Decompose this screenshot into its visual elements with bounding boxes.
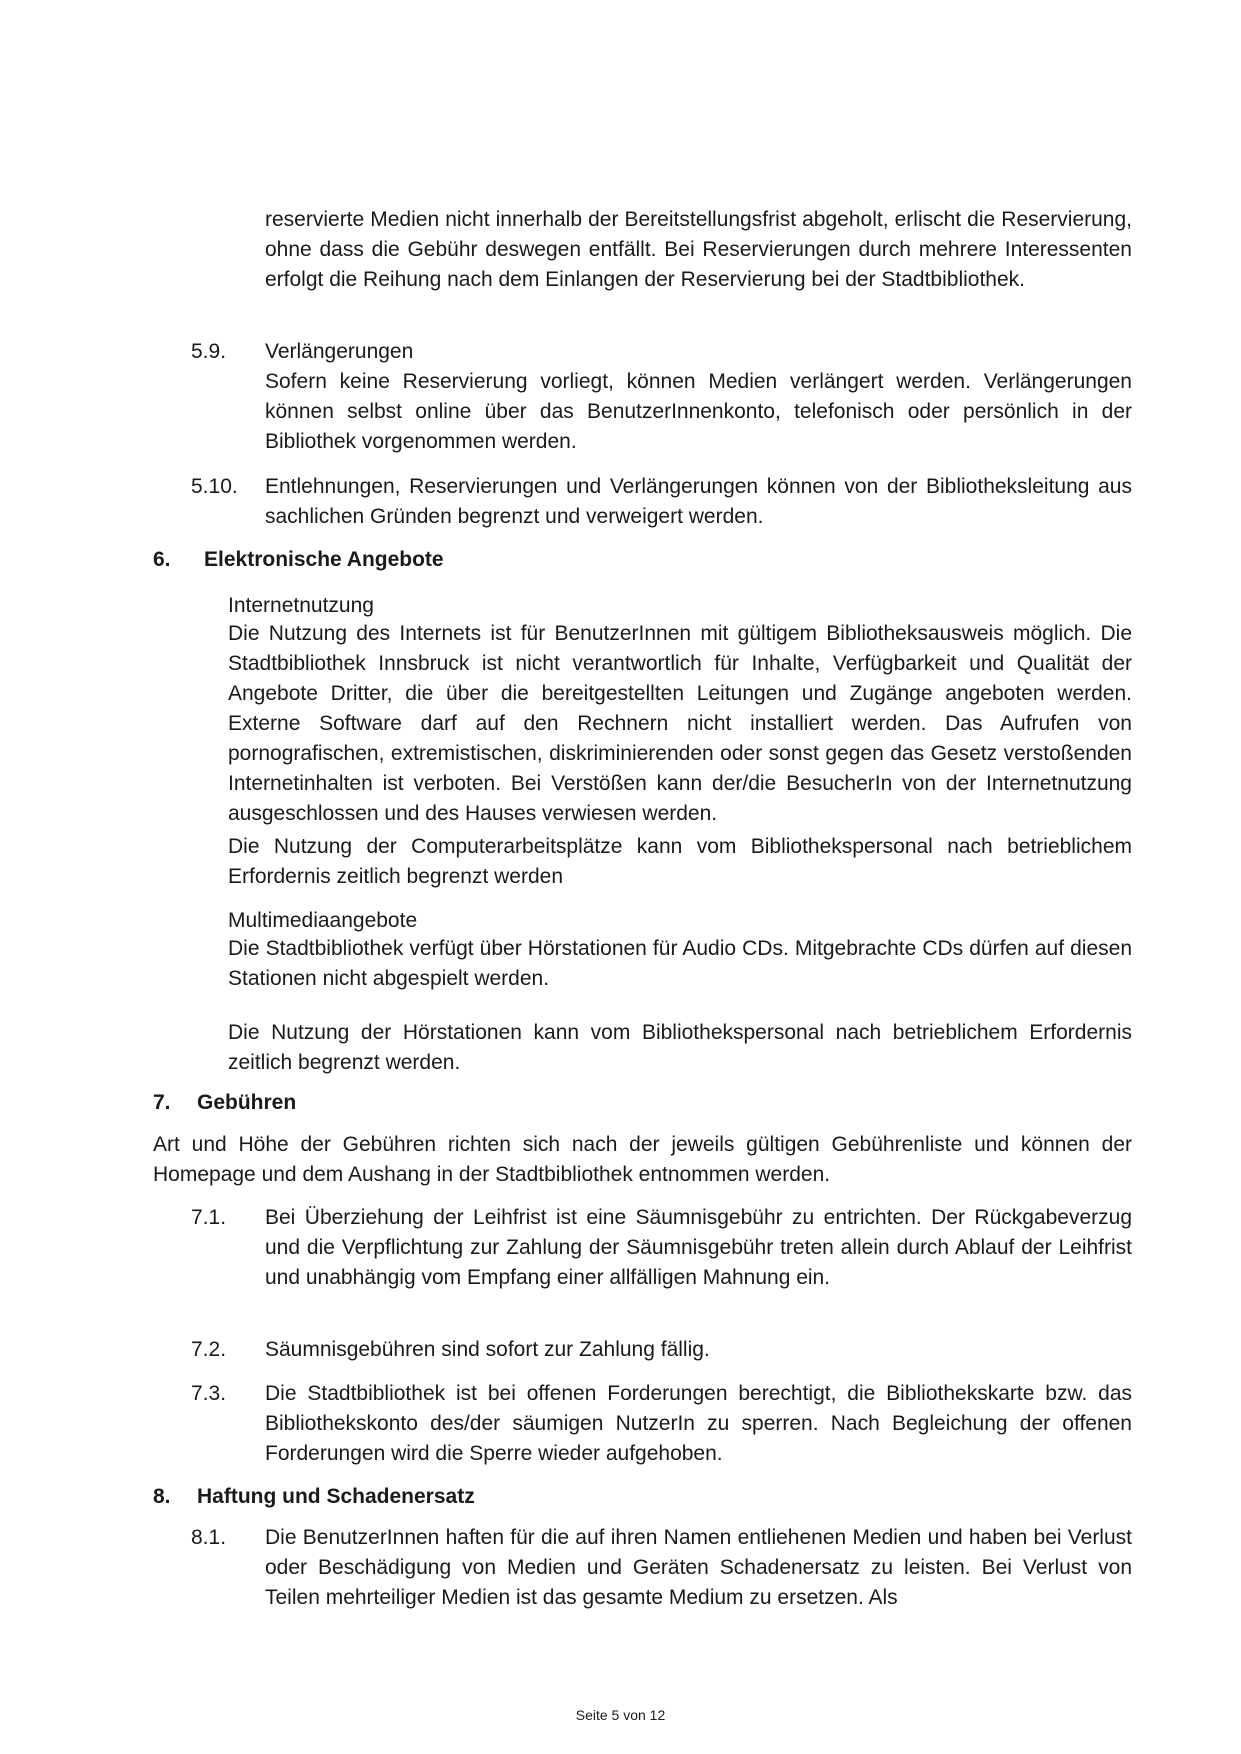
- multimedia-title: Multimediaangebote: [228, 909, 418, 932]
- section-8-title: Haftung und Schadenersatz: [197, 1485, 475, 1508]
- section-5-9-text: Sofern keine Reservierung vorliegt, können Medien verlängert werden. Verlängerungen können selbst online über das BenutzerInnenkonto, telefonisch oder persönlich in der Bibliothek vorgenommen werden.: [265, 370, 1132, 453]
- section-7-title: Gebühren: [197, 1091, 297, 1114]
- internet-text: Die Nutzung des Internets ist für BenutzerInnen mit gültigem Bibliotheksausweis möglich. Die Stadtbibliothek Innsbruck ist nicht verantwortlich für Inhalte, Verfügbarkeit und Qualität der Angebote Dritter, die über die bereitgestellten Leitungen und Zugänge angeboten werden. Externe Software darf auf den Rechnern nicht installiert werden. Das Aufrufen von pornografischen, extremistischen, diskriminierenden oder sonst gegen das Gesetz verstoßenden Internetinhalten ist verboten. Bei Verstößen kann der/die BesucherIn von der Internetnutzung ausgeschlossen und des Hauses verwiesen werden.: [228, 622, 1132, 825]
- intro-paragraph: reservierte Medien nicht innerhalb der Bereitstellungsfrist abgeholt, erlischt die Reservierung, ohne dass die Gebühr deswegen entfällt. Bei Reservierungen durch mehrere Interessenten erfolgt die Reihung nach dem Einlangen der Reservierung bei der Stadtbibliothek.: [265, 208, 1132, 291]
- section-5-10-number: 5.10.: [191, 475, 238, 498]
- internet-title: Internetnutzung: [228, 594, 374, 617]
- section-8-number: 8.: [153, 1485, 171, 1508]
- multimedia-text: Die Stadtbibliothek verfügt über Hörstationen für Audio CDs. Mitgebrachte CDs dürfen auf diesen Stationen nicht abgespielt werden.: [228, 937, 1132, 990]
- section-7-1-text: Bei Überziehung der Leihfrist ist eine Säumnisgebühr zu entrichten. Der Rückgabeverzug und die Verpflichtung zur Zahlung der Säumnisgebühr treten allein durch Ablauf der Leihfrist und unabhängig vom Empfang einer allfälligen Mahnung ein.: [265, 1206, 1132, 1289]
- section-7-2-text: Säumnisgebühren sind sofort zur Zahlung fällig.: [265, 1338, 710, 1361]
- section-7-number: 7.: [153, 1091, 171, 1114]
- section-7-3-number: 7.3.: [191, 1382, 227, 1405]
- hoerstation-text: Die Nutzung der Hörstationen kann vom Bibliothekspersonal nach betrieblichem Erfordernis zeitlich begrenzt werden.: [228, 1021, 1132, 1074]
- page-footer: Seite 5 von 12: [575, 1707, 666, 1723]
- section-5-9-number: 5.9.: [191, 340, 227, 363]
- section-5-10-text: Entlehnungen, Reservierungen und Verlängerungen können von der Bibliotheksleitung aus sachlichen Gründen begrenzt und verweigert werden.: [265, 475, 1132, 528]
- section-7-text: Art und Höhe der Gebühren richten sich nach der jeweils gültigen Gebührenliste und können der Homepage und dem Aushang in der Stadtbibliothek entnommen werden.: [153, 1133, 1132, 1186]
- section-8-1-number: 8.1.: [191, 1526, 227, 1549]
- section-7-2-number: 7.2.: [191, 1338, 227, 1361]
- section-7-3-text: Die Stadtbibliothek ist bei offenen Forderungen berechtigt, die Bibliothekskarte bzw. das Bibliothekskonto des/der säumigen NutzerIn zu sperren. Nach Begleichung der offenen Forderungen wird die Sperre wieder aufgehoben.: [265, 1382, 1132, 1465]
- section-7-1-number: 7.1.: [191, 1206, 227, 1229]
- section-6-number: 6.: [153, 548, 171, 571]
- section-8-1-text: Die BenutzerInnen haften für die auf ihren Namen entliehenen Medien und haben bei Verlust oder Beschädigung von Medien und Geräten Schadenersatz zu leisten. Bei Verlust von Teilen mehrteiliger Medien ist das gesamte Medium zu ersetzen. Als: [265, 1526, 1132, 1609]
- section-5-9-title: Verlängerungen: [265, 340, 414, 363]
- section-6-title: Elektronische Angebote: [204, 548, 444, 571]
- computer-text: Die Nutzung der Computerarbeitsplätze kann vom Bibliothekspersonal nach betrieblichem Erfordernis zeitlich begrenzt werden: [228, 835, 1132, 888]
